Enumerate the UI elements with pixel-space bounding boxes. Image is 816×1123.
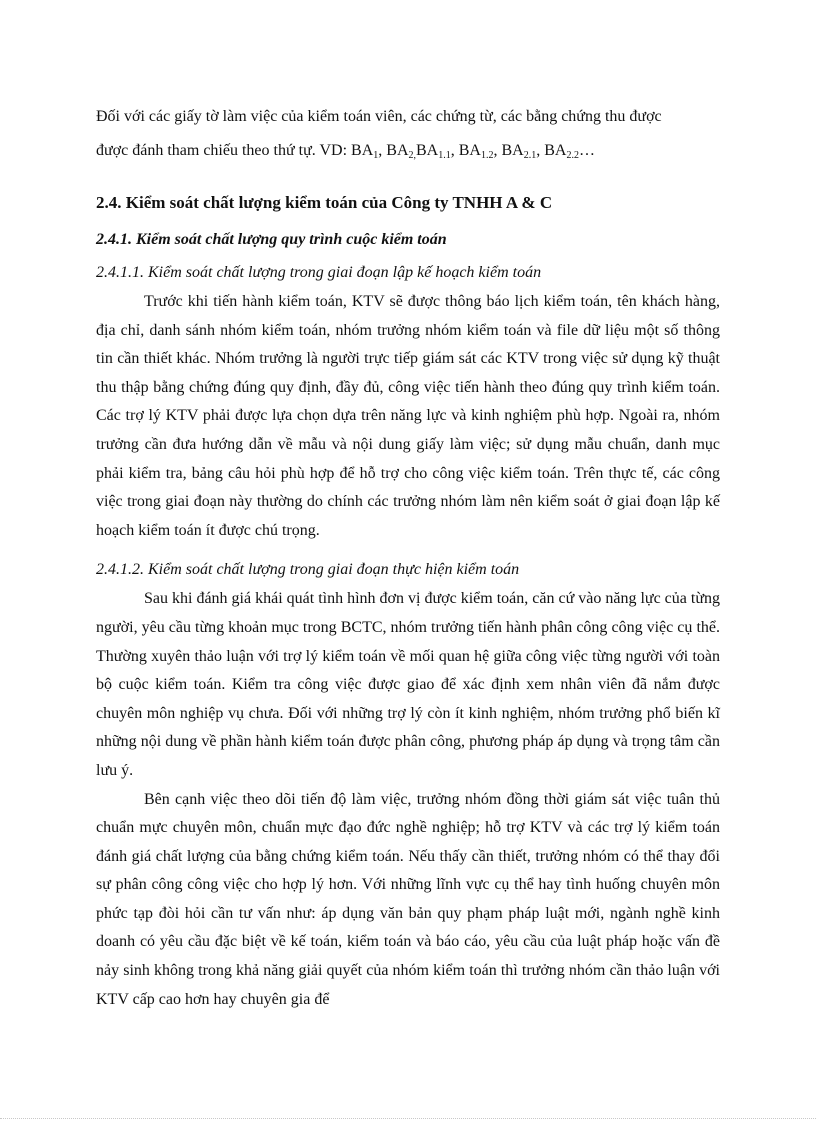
reference-subscript: 1 bbox=[373, 150, 379, 161]
reference-subscript: 2, bbox=[408, 150, 416, 161]
section-heading-2-4-1-2: 2.4.1.2. Kiểm soát chất lượng trong giai đoạn thực hiện kiểm toán bbox=[96, 561, 520, 579]
reference-item bbox=[351, 142, 386, 159]
paragraph-planning: Trước khi tiến hành kiểm toán, KTV sẽ được thông báo lịch kiểm toán, tên khách hàng, địa chỉ, danh sánh nhóm kiểm toán, nhóm trưởng nhóm kiểm toán và file dữ liệu một số thông tin cần thiết khác. Nhóm trưởng là người trực tiếp giám sát các KTV trong việc sử dụng kỹ thuật thu thập bằng chứng đúng quy định, đầy đủ, công việc tiến hành theo đúng quy trình kiểm toán. Các trợ lý KTV phải được lựa chọn dựa trên năng lực và kinh nghiệm phù hợp. Ngoài ra, nhóm trưởng cần đưa hướng dẫn về mẫu và nội dung giấy làm việc; sử dụng mẫu chuẩn, danh mục phải kiểm tra, bảng câu hỏi phù hợp để hỗ trợ cho công việc kiểm toán. Trên thực tế, các công việc trong giai đoạn này thường do chính các trưởng nhóm làm nên kiểm soát ở giai đoạn lập kế hoạch kiểm toán ít được chú trọng. bbox=[96, 293, 720, 539]
reference-base: BA bbox=[544, 142, 567, 159]
reference-subscript: 2.1 bbox=[523, 150, 537, 161]
reference-separator: , bbox=[378, 142, 387, 159]
section-heading-2-4-1-1: 2.4.1.1. Kiểm soát chất lượng trong giai đoạn lập kế hoạch kiểm toán bbox=[96, 264, 542, 281]
paragraph-execution-1: Sau khi đánh giá khái quát tình hình đơn vị được kiểm toán, căn cứ vào năng lực của từng người, yêu cầu từng khoản mục trong BCTC, nhóm trưởng tiến hành phân công công việc cụ thể. Thường xuyên thảo luận với trợ lý kiểm toán về mối quan hệ giữa công việc từng người với toàn bộ cuộc kiểm toán. Kiểm tra công việc được giao để xác định xem nhân viên đã nắm được chuyên môn nghiệp vụ chưa. Đối với những trợ lý còn ít kinh nghiệm, nhóm trưởng phổ biến kĩ những nội dung về phần hành kiểm toán được phân công, phương pháp áp dụng và trọng tâm cần lưu ý. bbox=[96, 590, 720, 779]
reference-item bbox=[416, 142, 459, 159]
reference-separator: , bbox=[493, 142, 502, 159]
reference-subscript: 1.1 bbox=[438, 150, 451, 161]
reference-base: BA bbox=[351, 142, 374, 159]
reference-subscript: 2.2 bbox=[566, 150, 579, 161]
section-heading-2-4: 2.4. Kiểm soát chất lượng kiểm toán của Công ty TNHH A & C bbox=[96, 193, 553, 212]
reference-separator: , bbox=[450, 142, 459, 159]
page-bottom-divider bbox=[0, 1118, 816, 1119]
reference-item bbox=[386, 142, 416, 159]
intro-line-1: Đối với các giấy tờ làm việc của kiểm toán viên, các chứng từ, các bằng chứng thu được bbox=[96, 108, 662, 125]
reference-item bbox=[544, 142, 595, 159]
reference-base: BA bbox=[386, 142, 409, 159]
reference-list bbox=[351, 142, 595, 159]
reference-item bbox=[459, 142, 502, 159]
reference-separator: … bbox=[578, 142, 595, 159]
intro-line-2 bbox=[96, 134, 720, 168]
intro-line-2-text: được đánh tham chiếu theo thứ tự. VD: bbox=[96, 142, 352, 159]
reference-separator: , bbox=[536, 142, 545, 159]
paragraph-execution-2: Bên cạnh việc theo dõi tiến độ làm việc, trưởng nhóm đồng thời giám sát việc tuân thủ chuẩn mực chuyên môn, chuẩn mực đạo đức nghề nghiệp; hỗ trợ KTV và các trợ lý kiểm toán đánh giá chất lượng của bằng chứng kiểm toán. Nếu thấy cần thiết, trưởng nhóm có thể thay đổi sự phân công công việc cho hợp lý hơn. Với những lĩnh vực cụ thể hay tình huống chuyên môn phức tạp đòi hỏi cần tư vấn như: áp dụng văn bản quy phạm pháp luật mới, ngành nghề kinh doanh có yêu cầu đặc biệt về kế toán, kiểm toán và báo cáo, yêu cầu của luật pháp hoặc vấn đề nảy sinh không trong khả năng giải quyết của nhóm kiểm toán thì trưởng nhóm cần thảo luận với KTV cấp cao hơn hay chuyên gia để bbox=[96, 790, 720, 1008]
reference-subscript: 1.2 bbox=[480, 150, 494, 161]
reference-base: BA bbox=[501, 142, 524, 159]
reference-base: BA bbox=[416, 142, 439, 159]
section-heading-2-4-1: 2.4.1. Kiểm soát chất lượng quy trình cuộc kiểm toán bbox=[96, 231, 447, 248]
reference-item bbox=[501, 142, 544, 159]
reference-base: BA bbox=[458, 142, 481, 159]
document-page bbox=[96, 100, 720, 1014]
